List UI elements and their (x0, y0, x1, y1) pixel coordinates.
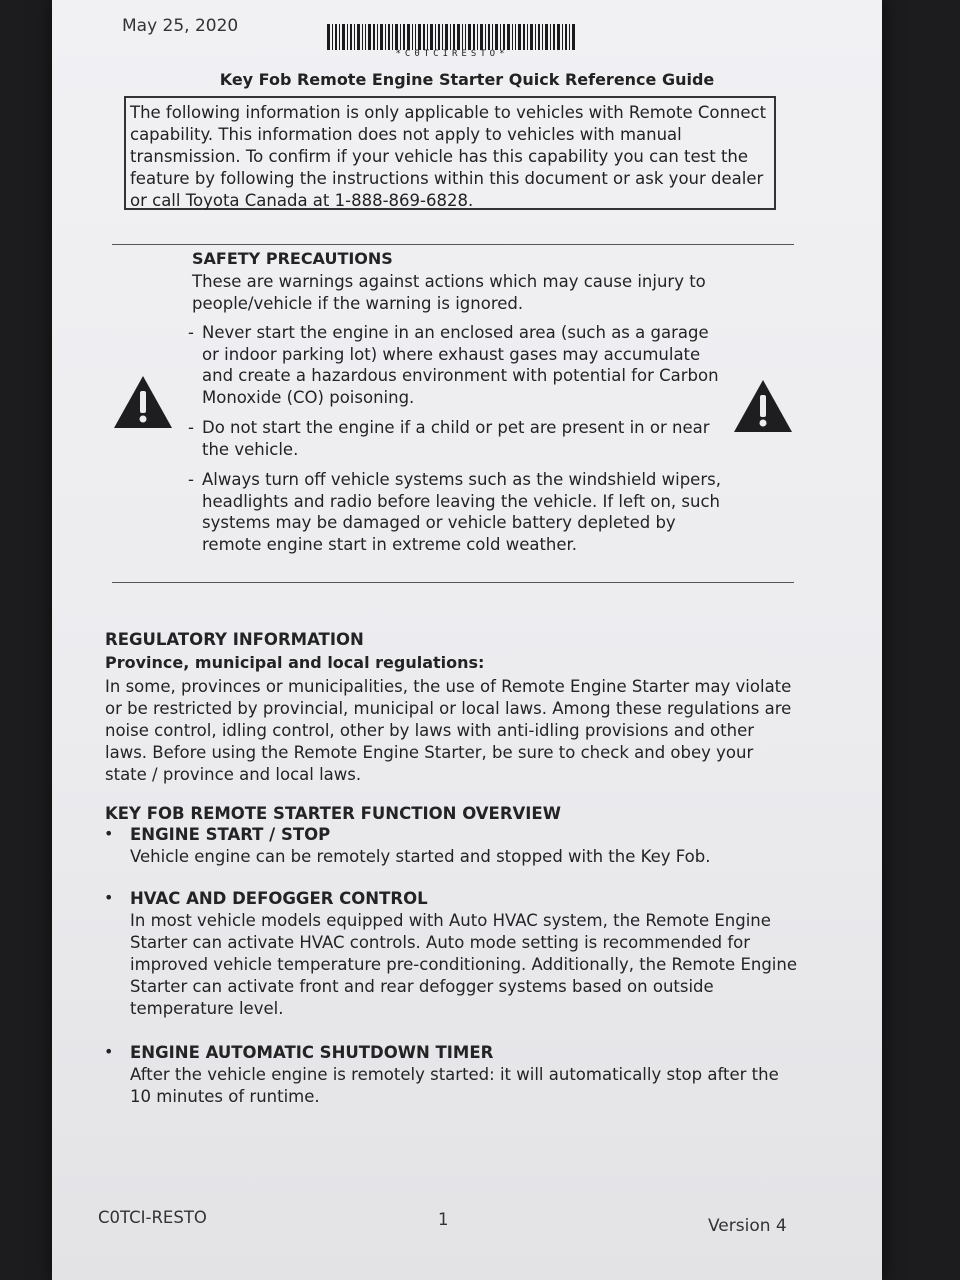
feature-title: HVAC AND DEFOGGER CONTROL (130, 889, 428, 908)
feature-body: Vehicle engine can be remotely started and stopped with the Key Fob. (130, 847, 711, 866)
page-number: 1 (438, 1210, 449, 1229)
safety-warning-item: - Do not start the engine if a child or pet are present in or near the vehicle. (188, 417, 728, 460)
safety-section-top-rule (112, 244, 794, 245)
safety-warning-list (188, 322, 728, 564)
feature-item (104, 888, 804, 1020)
regulatory-body: In some, provinces or municipalities, the use of Remote Engine Starter may violate or be restricted by provincial, municipal or local laws. Among these regulations are noise control, idling control, other by laws with anti-idling provisions and other laws. Before using the Remote Engine Starter, be sure to check and obey your state / province and local laws. (105, 677, 792, 784)
safety-intro: These are warnings against actions which may cause injury to people/vehicle if the warning is ignored. (192, 272, 706, 313)
document-page (52, 0, 882, 1280)
safety-warning-item: - Always turn off vehicle systems such as the windshield wipers, headlights and radio before leaving the vehicle. If left on, such systems may be damaged or vehicle battery depleted by remote engine start in extreme cold weather. (188, 469, 728, 555)
feature-title: ENGINE AUTOMATIC SHUTDOWN TIMER (130, 1043, 494, 1062)
bullet: • (104, 824, 114, 843)
applicability-notice-text: The following information is only applicable to vehicles with Remote Connect capability. This information does not apply to vehicles with manual transmission. To confirm if your vehicle has this capability you can test the feature by following the instructions within this document or ask your dealer or call Toyota Canada at 1-888-869-6828. (130, 103, 767, 210)
document-code: C0TCI-RESTO (98, 1208, 207, 1227)
warning-icon (732, 378, 794, 434)
document-title: Key Fob Remote Engine Starter Quick Reference Guide (219, 70, 715, 89)
regulatory-subheading: Province, municipal and local regulations: (105, 653, 485, 672)
safety-precautions-heading: SAFETY PRECAUTIONS (192, 249, 393, 268)
barcode-text: *C0TCIRESTO* (395, 49, 509, 59)
version-label: Version 4 (708, 1216, 787, 1236)
bullet: • (104, 888, 114, 907)
regulatory-heading: REGULATORY INFORMATION (105, 630, 364, 649)
feature-title: ENGINE START / STOP (130, 825, 331, 844)
feature-body: In most vehicle models equipped with Auto HVAC system, the Remote Engine Starter can activate HVAC controls. Auto mode setting is recommended for improved vehicle temperature pre-conditioning. Additionally, the Remote Engine Starter can activate front and rear defogger systems based on outside temperature level. (130, 911, 797, 1018)
bullet: • (104, 1042, 114, 1061)
barcode (327, 24, 577, 50)
feature-item (104, 824, 804, 868)
safety-warning-item: - Never start the engine in an enclosed area (such as a garage or indoor parking lot) where exhaust gases may accumulate and create a hazardous environment with potential for Carbon Monoxide (CO) poisoning. (188, 322, 728, 408)
function-overview-heading: KEY FOB REMOTE STARTER FUNCTION OVERVIEW (105, 804, 561, 823)
safety-section-bottom-rule (112, 582, 794, 583)
feature-body: After the vehicle engine is remotely started: it will automatically stop after the 10 minutes of runtime. (130, 1065, 779, 1106)
feature-item (104, 1042, 804, 1108)
warning-icon (112, 374, 174, 430)
applicability-notice-box (124, 96, 776, 210)
document-date: May 25, 2020 (122, 16, 239, 36)
